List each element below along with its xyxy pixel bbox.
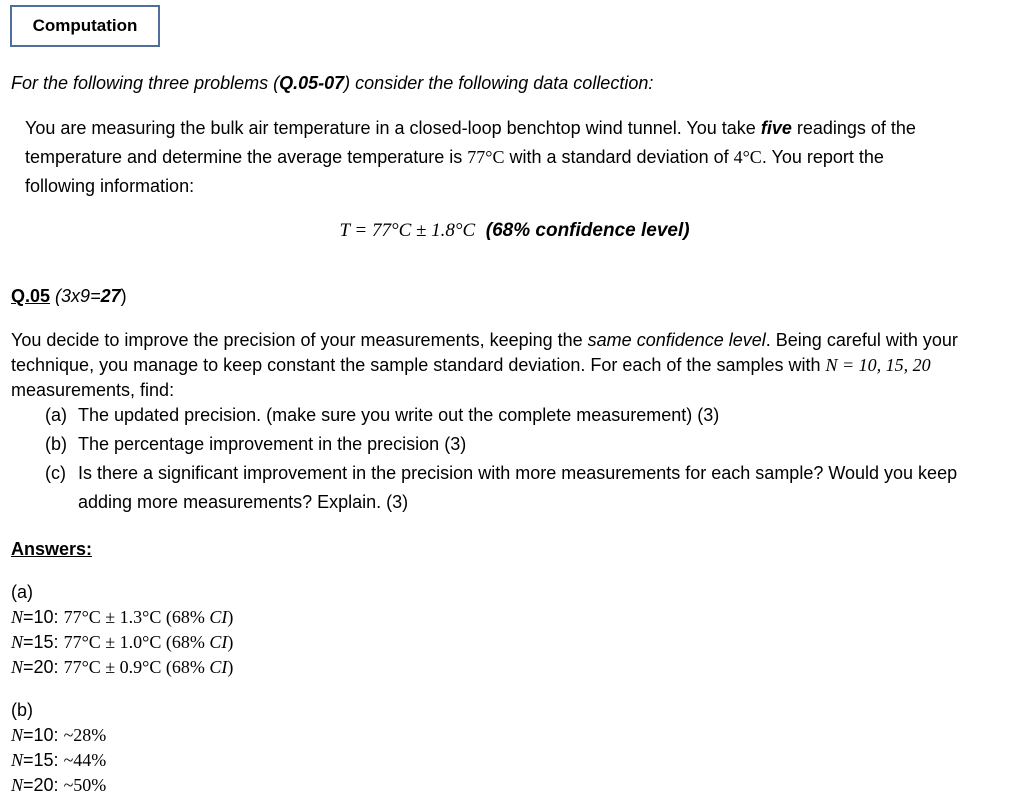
answer-sample: =20: <box>23 775 64 795</box>
scenario-text: temperature and determine the average temperature is <box>25 147 468 167</box>
answer-value: ~28% <box>63 725 107 745</box>
intro-problem-range: Q.05-07 <box>279 73 345 93</box>
scenario-text: with a standard deviation of <box>504 147 734 167</box>
subquestion-label: (b) <box>45 434 67 454</box>
answer-end: ) <box>227 657 234 677</box>
intro-text <box>11 73 653 94</box>
subquestion-text: Is there a significant improvement in the precision with more measurements for each sample? Would you keep <box>78 463 958 483</box>
reported-measurement <box>0 220 1024 242</box>
var-n: N <box>11 632 24 652</box>
subquestion-c-continued: adding more measurements? Explain. (3) <box>78 492 409 512</box>
ci-label: CI <box>209 657 228 677</box>
subquestion-label: (a) <box>45 405 67 425</box>
answer-value: ~44% <box>63 750 107 770</box>
standard-deviation: 4°C <box>733 147 762 167</box>
question-text: You decide to improve the precision of your measurements, keeping the <box>11 330 588 350</box>
question-paragraph <box>11 328 1021 403</box>
answer-sample: =15: <box>23 750 64 770</box>
answer-b-line <box>11 725 106 746</box>
question-line-1 <box>11 328 1021 353</box>
var-n: N <box>11 657 24 677</box>
points-pre: (3x9= <box>55 286 101 306</box>
answer-sample: =10: <box>23 607 64 627</box>
var-n: N <box>11 775 24 795</box>
answer-a-line <box>11 632 233 653</box>
section-title <box>10 5 160 47</box>
answer-b-line <box>11 750 106 771</box>
question-heading <box>11 286 127 307</box>
answer-b-line <box>11 775 106 796</box>
scenario-line-2 <box>25 143 1005 172</box>
section-title-text: Computation <box>32 16 138 35</box>
sample-sizes: N = 10, 15, 20 <box>825 355 931 375</box>
var-n: N <box>11 725 24 745</box>
var-n: N <box>11 750 24 770</box>
subquestion-text: The percentage improvement in the precision (3) <box>78 434 467 454</box>
answer-a-label: (a) <box>11 582 33 602</box>
answer-value: 77°C ± 0.9°C (68% <box>63 657 210 677</box>
scenario-text: readings of the <box>791 118 916 138</box>
question-text: . Being careful with your <box>765 330 958 350</box>
subquestion-label: (c) <box>45 463 66 483</box>
question-text: technique, you manage to keep constant the sample standard deviation. For each of the samples with <box>11 355 826 375</box>
intro-pre: For the following three problems ( <box>11 73 280 93</box>
answer-sample: =20: <box>23 657 64 677</box>
answers-heading: Answers: <box>11 539 93 559</box>
answer-b-label: (b) <box>11 700 33 720</box>
answer-a-line <box>11 607 233 628</box>
answer-sample: =10: <box>23 725 64 745</box>
same-confidence-emphasis: same confidence level <box>587 330 766 350</box>
scenario-line-3: following information: <box>25 176 195 196</box>
equation-math: T = 77°C ± 1.8°C <box>339 220 476 241</box>
intro-post: ) consider the following data collection: <box>344 73 654 93</box>
five-emphasis: five <box>760 118 792 138</box>
points-post: ) <box>120 286 127 306</box>
scenario-paragraph <box>25 114 1005 201</box>
answer-value: ~50% <box>63 775 107 795</box>
answer-end: ) <box>227 607 234 627</box>
scenario-text: You are measuring the bulk air temperature in a closed-loop benchtop wind tunnel. You take <box>25 118 761 138</box>
answer-a-line <box>11 657 233 678</box>
question-line-2 <box>11 353 1021 378</box>
answer-value: 77°C ± 1.0°C (68% <box>63 632 210 652</box>
answer-value: 77°C ± 1.3°C (68% <box>63 607 210 627</box>
ci-label: CI <box>209 632 228 652</box>
answer-sample: =15: <box>23 632 64 652</box>
question-line-3: measurements, find: <box>11 380 175 400</box>
confidence-note: (68% confidence level) <box>485 220 690 241</box>
answer-end: ) <box>227 632 234 652</box>
points-total: 27 <box>100 286 121 306</box>
subquestion-text: The updated precision. (make sure you write out the complete measurement) (3) <box>78 405 720 425</box>
question-id: Q.05 <box>11 286 51 306</box>
ci-label: CI <box>209 607 228 627</box>
var-n: N <box>11 607 24 627</box>
scenario-text: . You report the <box>761 147 884 167</box>
average-temperature: 77°C <box>467 147 505 167</box>
scenario-line-1 <box>25 114 1005 143</box>
